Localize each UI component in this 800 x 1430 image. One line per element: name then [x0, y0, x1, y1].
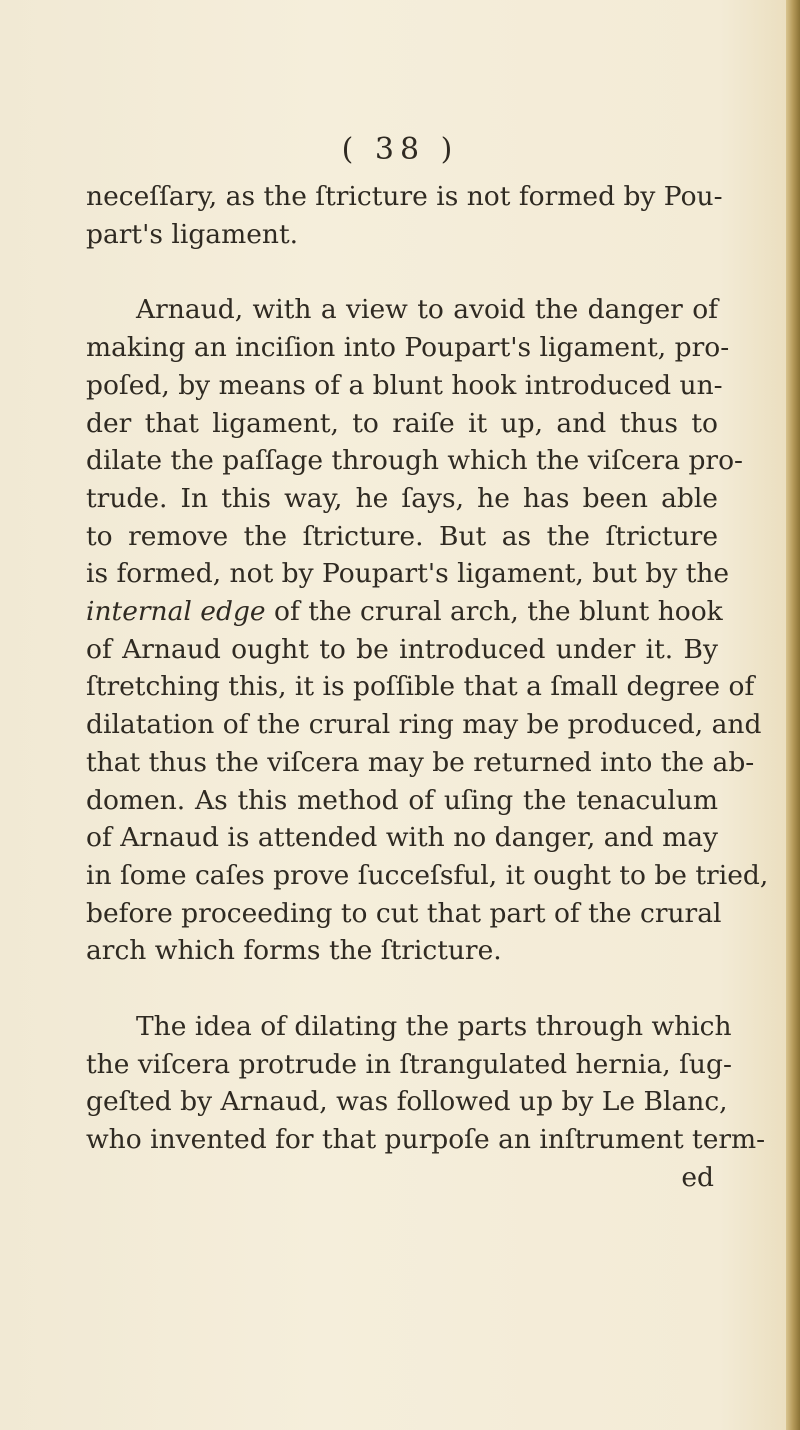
- text-line: poſed, by means of a blunt hook introduced un-: [86, 369, 723, 401]
- text-line: The idea of dilating the parts through which: [136, 1011, 732, 1043]
- text-line: the viſcera protrude in ſtrangulated hernia, ſug-: [86, 1048, 732, 1080]
- text-line: dilate the paſſage through which the viſcera pro-: [86, 445, 743, 477]
- text-line: that thus the viſcera may be returned into the ab-: [86, 746, 755, 778]
- text-line: who invented for that purpoſe an inſtrument term-: [86, 1124, 766, 1156]
- body-text: [86, 178, 769, 1197]
- text-line: geſted by Arnaud, was followed up by Le Blanc,: [86, 1086, 728, 1118]
- catchword: ed: [681, 1161, 714, 1193]
- page-edge: [786, 0, 800, 1430]
- text-line: is formed, not by Poupart's ligament, but by the: [86, 558, 730, 590]
- text-line: Arnaud, with a view to avoid the danger of: [136, 294, 718, 326]
- paragraph-3: [86, 1008, 766, 1159]
- text-line-with-italic: internal edge of the crural arch, the blunt hook: [86, 596, 723, 628]
- text-line: making an inciſion into Poupart's ligament, pro-: [86, 332, 730, 364]
- text-line: of Arnaud ought to be introduced under it. By: [86, 633, 718, 665]
- paragraph-1: [86, 178, 723, 253]
- text-line: in ſome caſes prove ſucceſsful, it ought to be tried,: [86, 859, 769, 891]
- text-line: trude. In this way, he ſays, he has been able: [86, 482, 718, 514]
- page-number: ( 38 ): [341, 132, 459, 167]
- text-line: domen. As this method of uſing the tenaculum: [86, 784, 718, 816]
- text-line: of Arnaud is attended with no danger, and may: [86, 822, 718, 854]
- text-line: before proceeding to cut that part of the crural: [86, 897, 722, 929]
- text-line: arch which forms the ſtricture.: [86, 935, 502, 967]
- text-line: to remove the ſtricture. But as the ſtricture: [86, 520, 718, 552]
- italic-phrase: internal edge: [86, 596, 266, 628]
- text-line: dilatation of the crural ring may be produced, and: [86, 709, 762, 741]
- text-line: part's ligament.: [86, 218, 299, 250]
- text-line: ſtretching this, it is poſſible that a ſmall degree of: [86, 671, 755, 703]
- paragraph-2: [86, 291, 769, 970]
- text-line: neceſſary, as the ſtricture is not formed by Pou-: [86, 181, 723, 212]
- text-line: der that ligament, to raiſe it up, and thus to: [86, 407, 718, 439]
